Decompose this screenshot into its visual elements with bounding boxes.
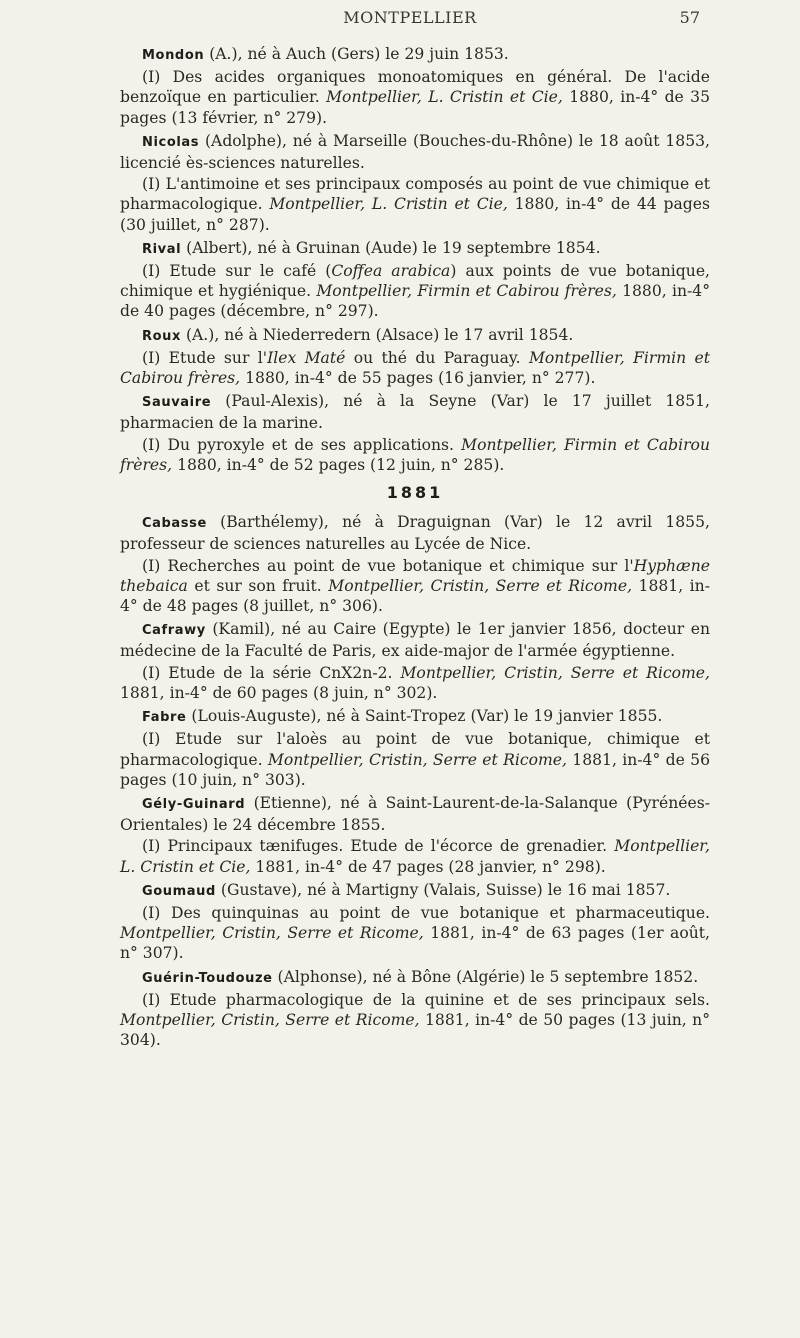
work-details: 1881, in-4° de 50 pages (13 juin, n° 304). xyxy=(120,1010,710,1050)
work-title: (I) Des quinquinas au point de vue botanique et pharmaceutique. xyxy=(142,903,710,922)
entry-work xyxy=(120,556,710,617)
entry-bio-text: (Etienne), né à Saint-Laurent-de-la-Salanque (Pyrénées-Orientales) le 24 décembre 1855. xyxy=(120,793,710,835)
entry-work xyxy=(120,836,710,876)
work-publisher: Montpellier, L. Cristin et Cie, xyxy=(269,195,508,214)
work-publisher: Montpellier, L. Cristin et Cie, xyxy=(120,837,710,876)
work-publisher: Montpellier, L. Cristin et Cie, xyxy=(326,88,563,107)
work-italic-term: Ilex Maté xyxy=(267,348,346,367)
entry-bio-text: (Kamil), né au Caire (Egypte) le 1er janvier 1856, docteur en médecine de la Faculté de Paris, ex aide-major de l'armée égyptienne. xyxy=(120,620,710,661)
work-italic-term: Hyphæne thebaica xyxy=(120,556,710,595)
work-title-cont: ou thé du Paraguay. xyxy=(345,348,529,367)
work-title: (I) Principaux tænifuges. Etude de l'écorce de grenadier. xyxy=(142,837,615,856)
entry-work xyxy=(120,990,710,1051)
entry-work xyxy=(120,261,710,322)
entry-name: Guérin-Toudouze xyxy=(142,970,273,986)
entry-bio-text: (Adolphe), né à Marseille (Bouches-du-Rhône) le 18 août 1853, licencié ès-sciences naturelles. xyxy=(120,131,710,173)
entry-bio-text: (Alphonse), né à Bône (Algérie) le 5 septembre 1852. xyxy=(277,967,699,986)
entry-bio xyxy=(120,44,710,66)
entry-name: Cafrawy xyxy=(142,623,206,639)
entry-name: Gély-Guinard xyxy=(142,796,246,812)
entry-bio-text: (Paul-Alexis), né à la Seyne (Var) le 17 juillet 1851, pharmacien de la marine. xyxy=(120,392,710,433)
work-publisher: Montpellier, Cristin, Serre et Ricome, xyxy=(400,663,710,682)
entry-work xyxy=(120,903,710,964)
entry-name: Cabasse xyxy=(142,516,207,532)
work-title: (I) Etude sur l'aloès au point de vue botanique, chimique et pharmacologique. xyxy=(120,730,710,769)
work-details: 1880, in-4° de 44 pages (30 juillet, n° 287). xyxy=(120,195,710,234)
entry-bio xyxy=(120,325,710,347)
entry-guerin-toudouze xyxy=(120,967,710,1051)
entry-bio xyxy=(120,391,710,433)
work-italic-term: Coffea arabica xyxy=(331,262,451,281)
work-details: 1881, in-4° de 47 pages (28 janvier, n° 298). xyxy=(250,857,606,876)
work-title: (I) Du pyroxyle et de ses applications. xyxy=(142,435,462,454)
work-publisher: Montpellier, Cristin, Serre et Ricome, xyxy=(328,576,633,595)
entry-cafrawy xyxy=(120,619,710,703)
entry-name: Goumaud xyxy=(142,883,216,899)
entry-bio-text: (Albert), né à Gruinan (Aude) le 19 septembre 1854. xyxy=(186,238,601,257)
work-title-cont: ) aux points de vue botanique, chimique et hygiénique. xyxy=(120,262,711,301)
work-details: 1880, in-4° de 52 pages (12 juin, n° 285). xyxy=(172,455,505,474)
work-publisher: Montpellier, Cristin, Serre et Ricome, xyxy=(120,1010,420,1029)
entry-bio xyxy=(120,880,710,902)
entry-nicolas xyxy=(120,131,710,235)
work-title: (I) Des acides organiques monoatomiques en général. De l'acide benzoïque en particulier. xyxy=(120,68,710,107)
entry-name: Rival xyxy=(142,241,182,257)
entry-mondon xyxy=(120,44,710,128)
work-title-cont: et sur son fruit. xyxy=(187,576,329,595)
work-publisher: Montpellier, Cristin, Serre et Ricome, xyxy=(267,750,567,769)
entry-bio xyxy=(120,793,710,835)
entry-work xyxy=(120,348,710,388)
entry-bio-text: (Gustave), né à Martigny (Valais, Suisse) le 16 mai 1857. xyxy=(220,880,671,899)
work-title: (I) Recherches au point de vue botanique et chimique sur l' xyxy=(142,556,634,575)
work-publisher: Montpellier, Firmin et Cabirou frères, xyxy=(120,435,710,474)
work-title: (I) Etude de la série CnX2n-2. xyxy=(142,663,401,682)
entry-work xyxy=(120,435,710,475)
entry-fabre xyxy=(120,706,710,790)
page-number: 57 xyxy=(679,8,700,27)
entry-rival xyxy=(120,238,710,322)
work-details: 1881, in-4° de 56 pages (10 juin, n° 303). xyxy=(120,750,710,789)
work-publisher: Montpellier, Firmin et Cabirou frères, xyxy=(120,348,710,388)
entry-bio xyxy=(120,967,710,989)
entry-gely-guinard xyxy=(120,793,710,877)
entry-bio-text: (Barthélemy), né à Draguignan (Var) le 12 avril 1855, professeur de sciences naturelles au Lycée de Nice. xyxy=(120,513,710,554)
work-title: (I) Etude sur l' xyxy=(142,348,268,367)
entry-bio xyxy=(120,512,710,554)
entry-roux xyxy=(120,325,710,389)
running-header xyxy=(120,8,700,32)
work-publisher: Montpellier, Firmin et Cabirou frères, xyxy=(316,282,617,301)
entry-work xyxy=(120,729,710,790)
work-details: 1880, in-4° de 35 pages (13 février, n° 279). xyxy=(120,88,710,127)
entry-name: Nicolas xyxy=(142,134,200,150)
work-title: (I) Etude sur le café ( xyxy=(142,262,332,281)
entry-cabasse xyxy=(120,512,710,616)
work-title: (I) Etude pharmacologique de la quinine et de ses principaux sels. xyxy=(142,990,710,1009)
running-title: MONTPELLIER xyxy=(343,8,477,27)
work-details: 1881, in-4° de 48 pages (8 juillet, n° 306). xyxy=(120,576,710,616)
entry-work xyxy=(120,663,710,703)
work-details: 1880, in-4° de 55 pages (16 janvier, n° 277). xyxy=(240,369,596,388)
entry-work xyxy=(120,174,710,235)
entry-name: Sauvaire xyxy=(142,395,212,411)
entry-goumaud xyxy=(120,880,710,964)
entry-bio xyxy=(120,619,710,661)
work-title: (I) L'antimoine et ses principaux composés au point de vue chimique et pharmacologique. xyxy=(120,175,710,214)
entry-bio-text: (Louis-Auguste), né à Saint-Tropez (Var) le 19 janvier 1855. xyxy=(191,707,663,726)
section-year-heading: 1881 xyxy=(386,483,444,503)
work-publisher: Montpellier, Cristin, Serre et Ricome, xyxy=(120,924,424,943)
document-body xyxy=(120,44,710,1053)
entry-bio-text: (A.), né à Auch (Gers) le 29 juin 1853. xyxy=(209,45,509,63)
entry-name: Fabre xyxy=(142,710,187,726)
entry-bio-text: (A.), né à Niederredern (Alsace) le 17 avril 1854. xyxy=(185,325,574,344)
work-details: 1881, in-4° de 63 pages (1er août, n° 307). xyxy=(120,924,710,963)
work-details: 1881, in-4° de 60 pages (8 juin, n° 302). xyxy=(120,683,438,702)
entry-bio xyxy=(120,131,710,173)
entry-bio xyxy=(120,706,710,728)
entry-name: Mondon xyxy=(142,48,205,63)
entry-sauvaire xyxy=(120,391,710,475)
work-details: 1880, in-4° de 40 pages (décembre, n° 297). xyxy=(120,282,710,321)
entry-bio xyxy=(120,238,710,260)
entry-work xyxy=(120,67,710,128)
entry-name: Roux xyxy=(142,328,181,344)
